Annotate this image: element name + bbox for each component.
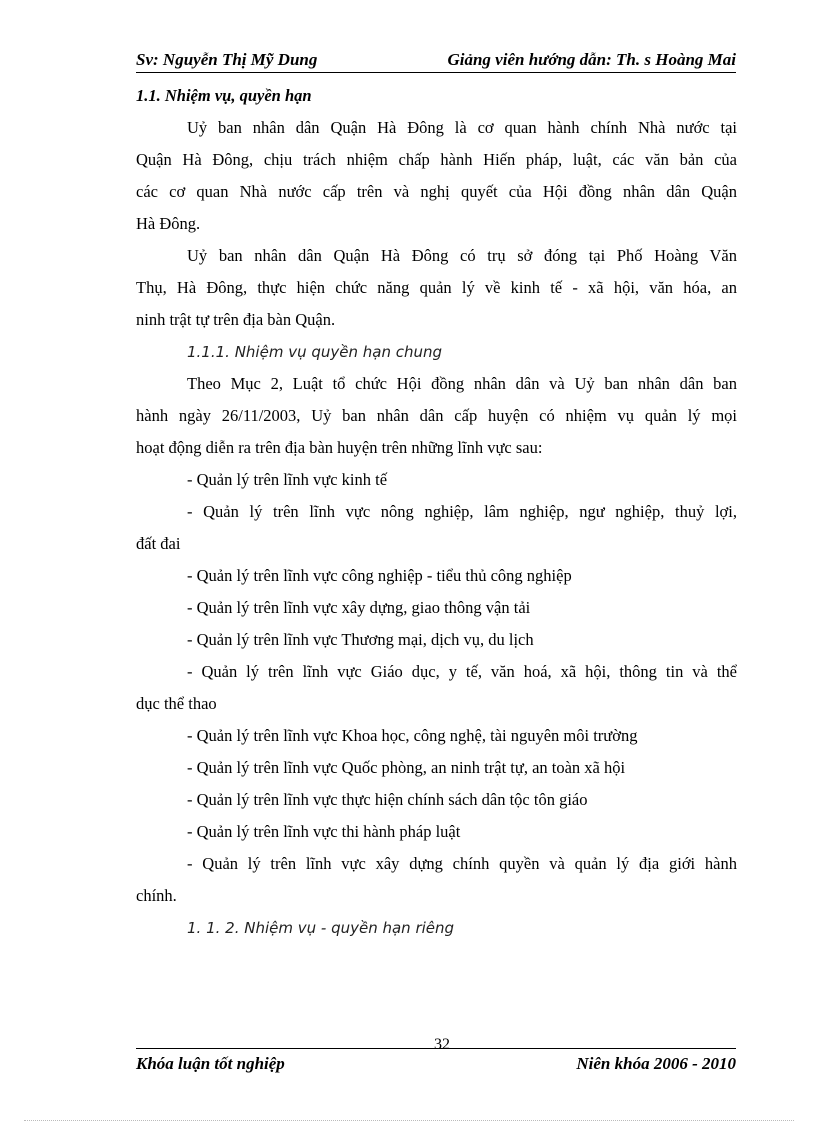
list-item: - Quản lý trên lĩnh vực xây dựng, giao thông vận tải <box>187 598 531 617</box>
paragraph-line: hành ngày 26/11/2003, Uỷ ban nhân dân cấp huyện có nhiệm vụ quản lý mọi <box>136 406 737 425</box>
list-item-continuation: dục thể thao <box>136 694 217 713</box>
subsection-title: 1. 1. 2. Nhiệm vụ - quyền hạn riêng <box>187 919 455 937</box>
list-item: - Quản lý trên lĩnh vực kinh tế <box>187 470 388 489</box>
paragraph-line: Hà Đông. <box>136 214 201 233</box>
list-item: - Quản lý trên lĩnh vực Khoa học, công nghệ, tài nguyên môi trường <box>187 726 638 745</box>
list-item: - Quản lý trên lĩnh vực Quốc phòng, an ninh trật tự, an toàn xã hội <box>187 758 626 777</box>
list-item-continuation: chính. <box>136 886 177 905</box>
header-supervisor: Giảng viên hướng dẫn: Th. s Hoàng Mai <box>447 50 736 69</box>
page-header <box>136 50 736 73</box>
paragraph-line: hoạt động diễn ra trên địa bàn huyện trên những lĩnh vực sau: <box>136 438 543 457</box>
paragraph-line: ninh trật tự trên địa bàn Quận. <box>136 310 336 329</box>
page-edge-divider <box>24 1120 794 1121</box>
paragraph-line: Quận Hà Đông, chịu trách nhiệm chấp hành Hiến pháp, luật, các văn bản của <box>136 150 737 169</box>
document-body <box>136 80 737 944</box>
footer-thesis-label: Khóa luận tốt nghiệp <box>136 1054 285 1073</box>
page-footer <box>136 1054 736 1076</box>
section-title: 1.1. Nhiệm vụ, quyền hạn <box>136 86 312 105</box>
list-item: - Quản lý trên lĩnh vực Thương mại, dịch vụ, du lịch <box>187 630 534 649</box>
list-item: - Quản lý trên lĩnh vực thi hành pháp luật <box>187 822 461 841</box>
paragraph-line: Uỷ ban nhân dân Quận Hà Đông là cơ quan hành chính Nhà nước tại <box>187 118 737 137</box>
list-item: - Quản lý trên lĩnh vực thực hiện chính sách dân tộc tôn giáo <box>187 790 588 809</box>
paragraph-line: Uỷ ban nhân dân Quận Hà Đông có trụ sở đóng tại Phố Hoàng Văn <box>187 246 737 265</box>
list-item: - Quản lý trên lĩnh vực Giáo dục, y tế, văn hoá, xã hội, thông tin và thể <box>187 662 737 681</box>
subsection-title: 1.1.1. Nhiệm vụ quyền hạn chung <box>187 343 443 361</box>
list-item: - Quản lý trên lĩnh vực nông nghiệp, lâm nghiệp, ngư nghiệp, thuỷ lợi, <box>187 502 737 521</box>
page-number: 32 <box>434 1036 450 1053</box>
footer-academic-year: Niên khóa 2006 - 2010 <box>576 1054 736 1073</box>
paragraph-line: các cơ quan Nhà nước cấp trên và nghị quyết của Hội đồng nhân dân Quận <box>136 182 737 201</box>
paragraph-line: Thụ, Hà Đông, thực hiện chức năng quản lý về kinh tế - xã hội, văn hóa, an <box>136 278 737 297</box>
list-item: - Quản lý trên lĩnh vực xây dựng chính quyền và quản lý địa giới hành <box>187 854 737 873</box>
list-item: - Quản lý trên lĩnh vực công nghiệp - tiểu thủ công nghiệp <box>187 566 572 585</box>
list-item-continuation: đất đai <box>136 534 181 553</box>
paragraph-line: Theo Mục 2, Luật tổ chức Hội đồng nhân dân và Uỷ ban nhân dân ban <box>187 374 737 393</box>
header-student: Sv: Nguyễn Thị Mỹ Dung <box>136 50 318 69</box>
